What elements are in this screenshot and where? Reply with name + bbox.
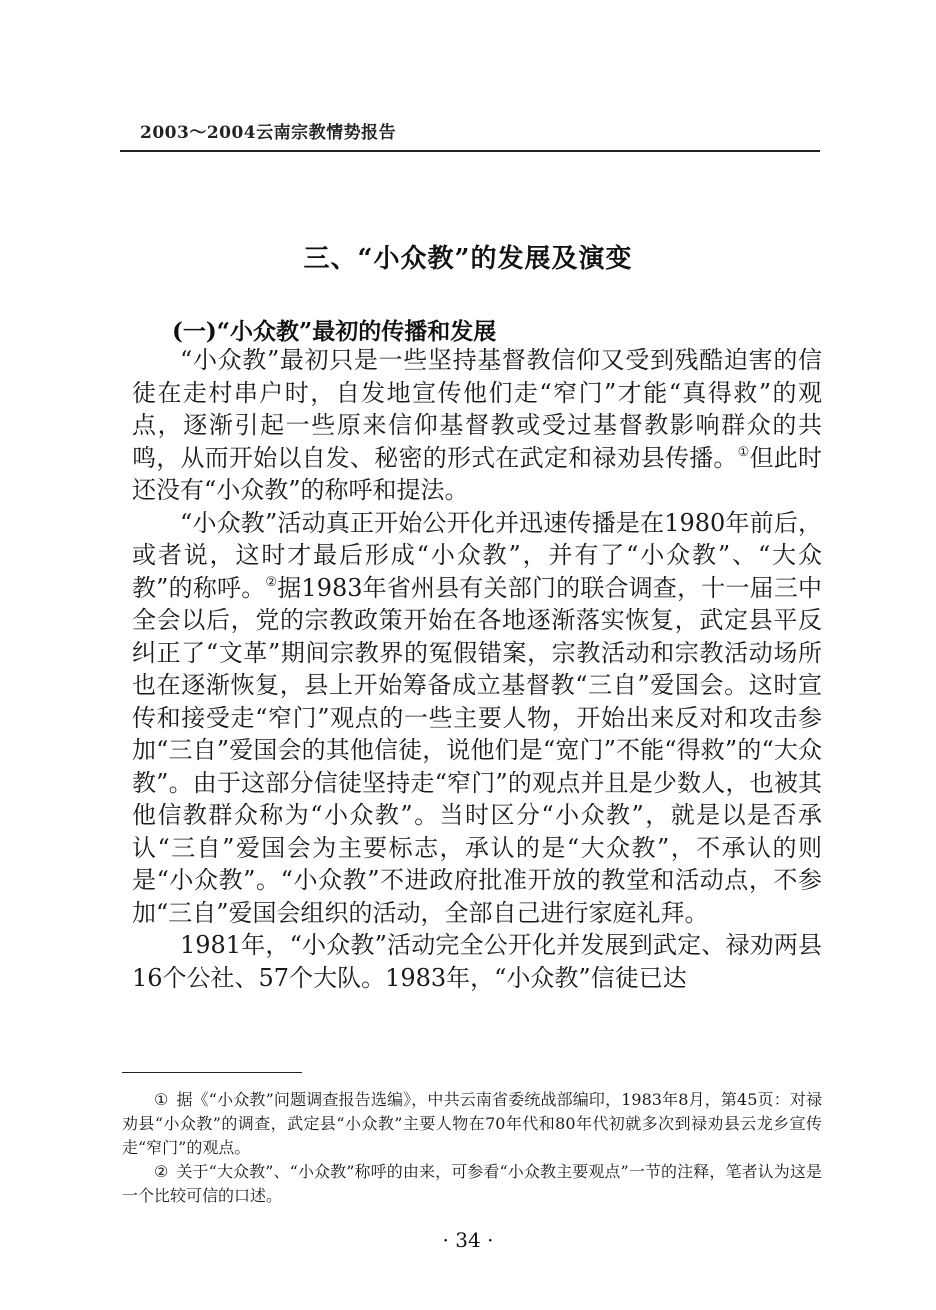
header-rule (120, 150, 820, 152)
footnote-rule (122, 1072, 302, 1073)
footnote-2-mark: ② (154, 1162, 169, 1181)
footnote-2-text: 关于“大众教”、“小众教”称呼的由来，可参看“小众教主要观点”一节的注释，笔者认为这是一个比较可信的口述。 (122, 1162, 822, 1205)
body-text (132, 344, 822, 994)
paragraph-2-text-b: 据1983年省州县有关部门的联合调查，十一届三中全会以后，党的宗教政策开始在各地逐渐落实恢复，武定县平反纠正了“文革”期间宗教界的冤假错案，宗教活动和宗教活动场所也在逐渐恢复，县上开始筹备成立基督教“三自”爱国会。这时宣传和接受走“窄门”观点的一些主要人物，开始出来反对和攻击参加“三自”爱国会的其他信徒，说他们是“宽门”不能“得救”的“大众教”。由于这部分信徒坚持走“窄门”的观点并且是少数人，也被其他信教群众称为“小众教”。当时区分“小众教”，就是以是否承认“三自”爱国会为主要标志，承认的是“大众教”，不承认的则是“小众教”。“小众教”不进政府批准开放的教堂和活动点，不参加“三自”爱国会组织的活动，全部自己进行家庭礼拜。 (132, 573, 823, 927)
paragraph-1 (132, 344, 822, 507)
paragraph-3: 1981年，“小众教”活动完全公开化并发展到武定、禄劝两县16个公社、57个大队。1983年，“小众教”信徒已达 (132, 931, 822, 992)
chapter-title: 三、“小众教”的发展及演变 (303, 244, 633, 274)
footnote-1-text: 据《“小众教”问题调查报告选编》，中共云南省委统战部编印，1983年8月，第45页：对禄劝县“小众教”的调查，武定县“小众教”主要人物在70年代和80年代初就多次到禄劝县云龙乡宣传走“窄门”的观点。 (122, 1090, 822, 1157)
footnote-1 (122, 1088, 822, 1160)
paragraph-2-text-a: “小众教”活动真正开始公开化并迅速传播是在1980年前后，或者说，这时才最后形成“小众教”，并有了“小众教”、“大众教”的称呼。 (132, 508, 822, 602)
footnote-2 (122, 1160, 822, 1208)
page-number: · 34 · (442, 1228, 494, 1252)
paragraph-1-tail: 但此时还没有“小众教”的称呼和提法。 (132, 443, 823, 504)
paragraph-1-text: “小众教”最初只是一些坚持基督教信仰又受到残酷迫害的信徒在走村串户时，自发地宣传他们走“窄门”才能“真得救”的观点，逐渐引起一些原来信仰基督教或受过基督教影响群众的共鸣，从而开始以自发、秘密的形式在武定和禄劝县传播。 (132, 346, 822, 472)
footnote-ref-2: ② (265, 574, 278, 590)
running-header: 2003～2004云南宗教情势报告 (140, 123, 397, 143)
paragraph-2 (132, 507, 822, 930)
footnote-ref-1: ① (737, 444, 750, 460)
section-heading: (一)“小众教”最初的传播和发展 (172, 318, 497, 345)
footnotes (122, 1088, 822, 1208)
footnote-1-mark: ① (154, 1090, 169, 1109)
